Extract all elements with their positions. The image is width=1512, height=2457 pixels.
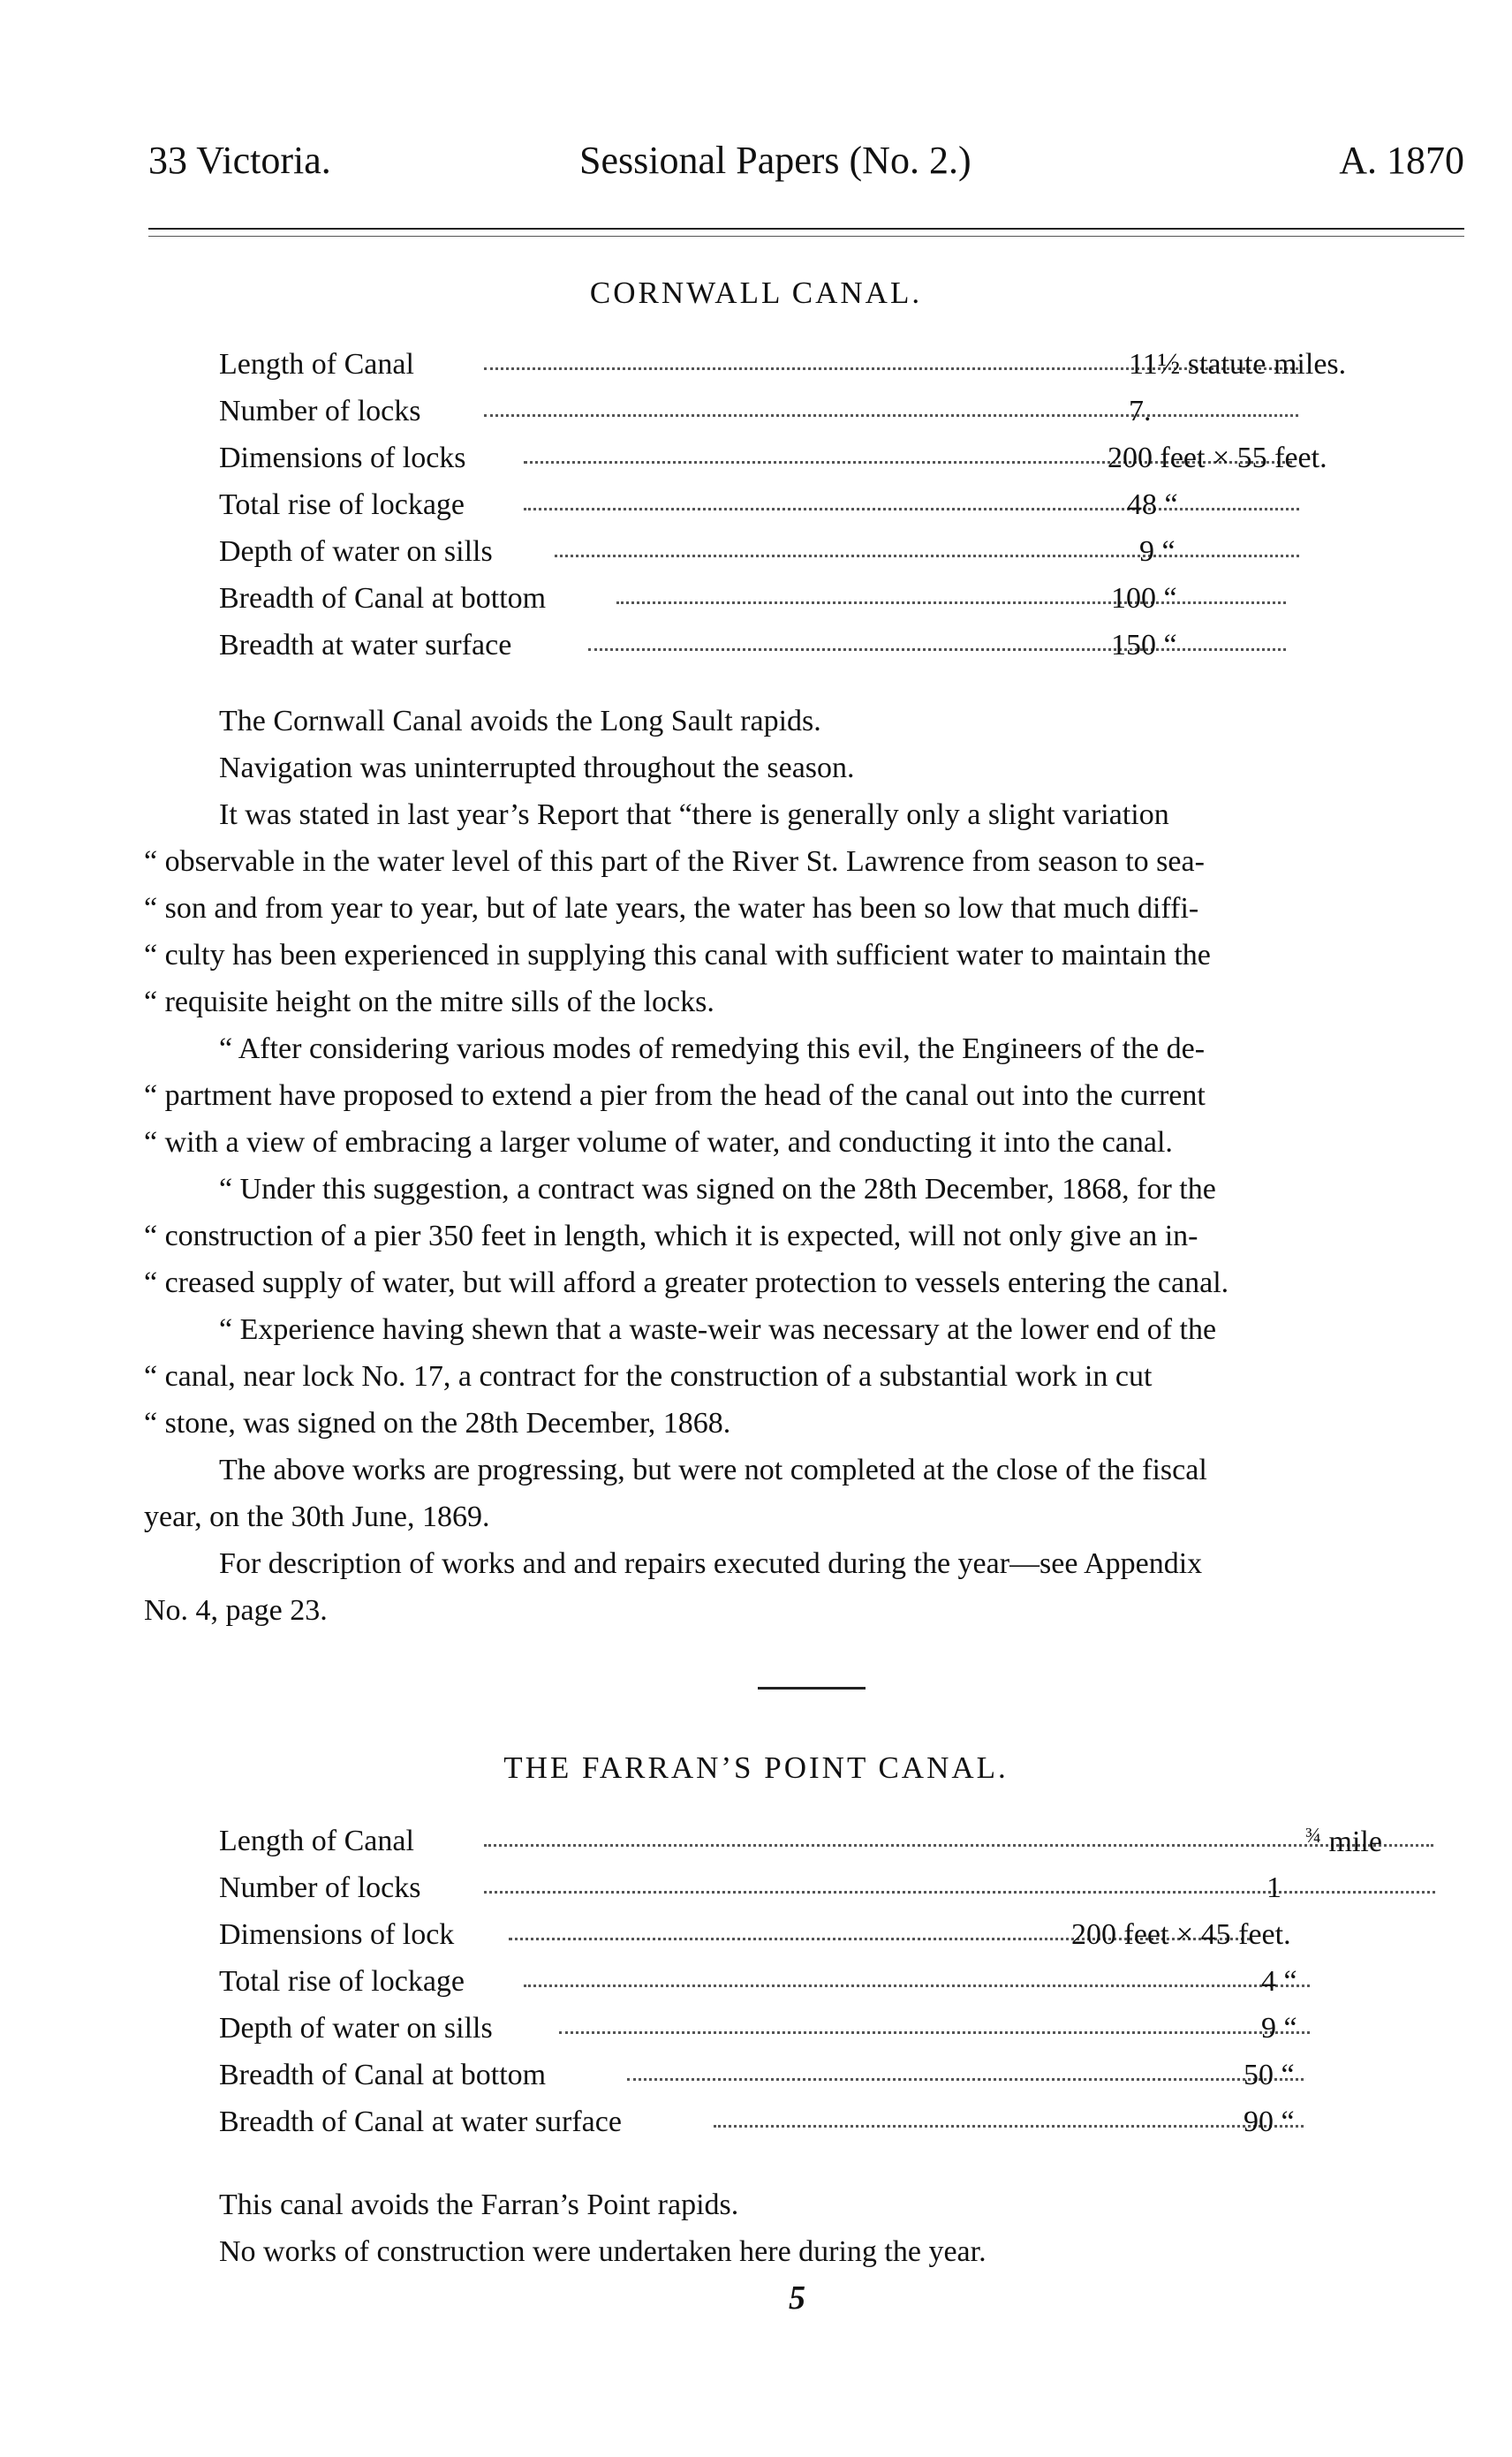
spec-value: 100 “ xyxy=(1111,582,1177,615)
paragraph-line: “ son and from year to year, but of late years, the water has been so low that much diffi- xyxy=(144,892,1199,925)
spec-value: 11½ statute miles. xyxy=(1129,348,1347,381)
spec-label: Breadth of Canal at water surface xyxy=(219,2105,622,2138)
spec-label: Dimensions of lock xyxy=(219,1918,455,1951)
leader-dots xyxy=(555,555,1299,557)
spec-label: Breadth at water surface xyxy=(219,629,512,662)
paragraph-line: The above works are progressing, but were not completed at the close of the fiscal xyxy=(219,1454,1207,1486)
spec-label: Breadth of Canal at bottom xyxy=(219,582,547,615)
leader-dots xyxy=(588,648,1286,651)
spec-label: Dimensions of locks xyxy=(219,442,466,474)
leader-dots xyxy=(714,2125,1304,2128)
running-header xyxy=(148,138,1464,191)
paragraph-line: “ requisite height on the mitre sills of the locks. xyxy=(144,986,714,1018)
paragraph-line: “ construction of a pier 350 feet in length, which it is expected, will not only give an in- xyxy=(144,1220,1198,1252)
paragraph-line: Navigation was uninterrupted throughout the season. xyxy=(219,752,855,784)
header-rule xyxy=(148,228,1464,237)
paragraph-line: This canal avoids the Farran’s Point rapids. xyxy=(219,2189,739,2221)
header-title: Sessional Papers (No. 2.) xyxy=(579,139,971,182)
header-session: 33 Victoria. xyxy=(148,139,331,182)
leader-dots xyxy=(559,2031,1310,2034)
leader-dots xyxy=(616,601,1286,604)
paragraph-line: It was stated in last year’s Report that “there is generally only a slight variation xyxy=(219,798,1169,831)
spec-label: Number of locks xyxy=(219,395,421,427)
page-number: 5 xyxy=(789,2279,805,2317)
paragraph-line: No. 4, page 23. xyxy=(144,1594,328,1627)
paragraph-line: “ stone, was signed on the 28th December, 1868. xyxy=(144,1407,731,1440)
spec-value: mile xyxy=(1328,1826,1382,1858)
leader-dots xyxy=(524,508,1299,510)
leader-dots xyxy=(627,2078,1304,2081)
paragraph-line: “ creased supply of water, but will afford a greater protection to vessels entering the canal. xyxy=(144,1266,1229,1299)
spec-value: 4 “ xyxy=(1261,1965,1297,1998)
leader-dots xyxy=(484,1844,1433,1847)
paragraph-line: “ After considering various modes of remedying this evil, the Engineers of the de- xyxy=(219,1032,1206,1065)
spec-value: 48 “ xyxy=(1127,488,1178,521)
spec-label: Length of Canal xyxy=(219,348,414,381)
paragraph-line: “ Under this suggestion, a contract was signed on the 28th December, 1868, for the xyxy=(219,1173,1216,1206)
paragraph-line: The Cornwall Canal avoids the Long Sault rapids. xyxy=(219,705,821,737)
spec-value: 9 “ xyxy=(1139,535,1176,568)
paragraph-line: No works of construction were undertaken here during the year. xyxy=(219,2235,987,2268)
spec-value: 50 “ xyxy=(1244,2059,1295,2091)
spec-label: Total rise of lockage xyxy=(219,1965,465,1998)
spec-value: 9 “ xyxy=(1261,2012,1297,2045)
spec-value: 1 xyxy=(1266,1871,1281,1904)
spec-value: 7. xyxy=(1129,395,1152,427)
spec-label: Depth of water on sills xyxy=(219,535,493,568)
paragraph-line: “ culty has been experienced in supplying this canal with sufficient water to maintain the xyxy=(144,939,1211,971)
spec-value: 200 feet × 55 feet. xyxy=(1108,442,1327,474)
leader-dots xyxy=(484,414,1298,417)
spec-label: Breadth of Canal at bottom xyxy=(219,2059,547,2091)
paragraph-line: year, on the 30th June, 1869. xyxy=(144,1501,490,1533)
leader-dots xyxy=(524,1984,1310,1987)
paragraph-line: For description of works and and repairs executed during the year—see Appendix xyxy=(219,1547,1203,1580)
section-title-cornwall: CORNWALL CANAL. xyxy=(589,276,923,310)
spec-value: 200 feet × 45 feet. xyxy=(1071,1918,1291,1951)
spec-label: Total rise of lockage xyxy=(219,488,465,521)
header-year: A. 1870 xyxy=(1339,139,1464,182)
paragraph-line: “ observable in the water level of this part of the River St. Lawrence from season to sea- xyxy=(144,845,1205,878)
paragraph-line: “ with a view of embracing a larger volume of water, and conducting it into the canal. xyxy=(144,1126,1173,1159)
paragraph-line: “ canal, near lock No. 17, a contract for the construction of a substantial work in cut xyxy=(144,1360,1153,1393)
spec-label: Length of Canal xyxy=(219,1825,414,1857)
spec-label: Number of locks xyxy=(219,1871,421,1904)
paragraph-line: “ partment have proposed to extend a pier from the head of the canal out into the current xyxy=(144,1079,1206,1112)
spec-label: Depth of water on sills xyxy=(219,2012,493,2045)
paragraph-line: “ Experience having shewn that a waste-weir was necessary at the lower end of the xyxy=(219,1313,1217,1346)
section-divider xyxy=(758,1687,866,1690)
spec-value: 90 “ xyxy=(1244,2105,1295,2138)
section-title-farrans: THE FARRAN’S POINT CANAL. xyxy=(503,1750,1009,1785)
leader-dots xyxy=(484,1891,1435,1894)
fraction-value: ¾ xyxy=(1305,1825,1321,1848)
spec-value: 150 “ xyxy=(1111,629,1177,662)
